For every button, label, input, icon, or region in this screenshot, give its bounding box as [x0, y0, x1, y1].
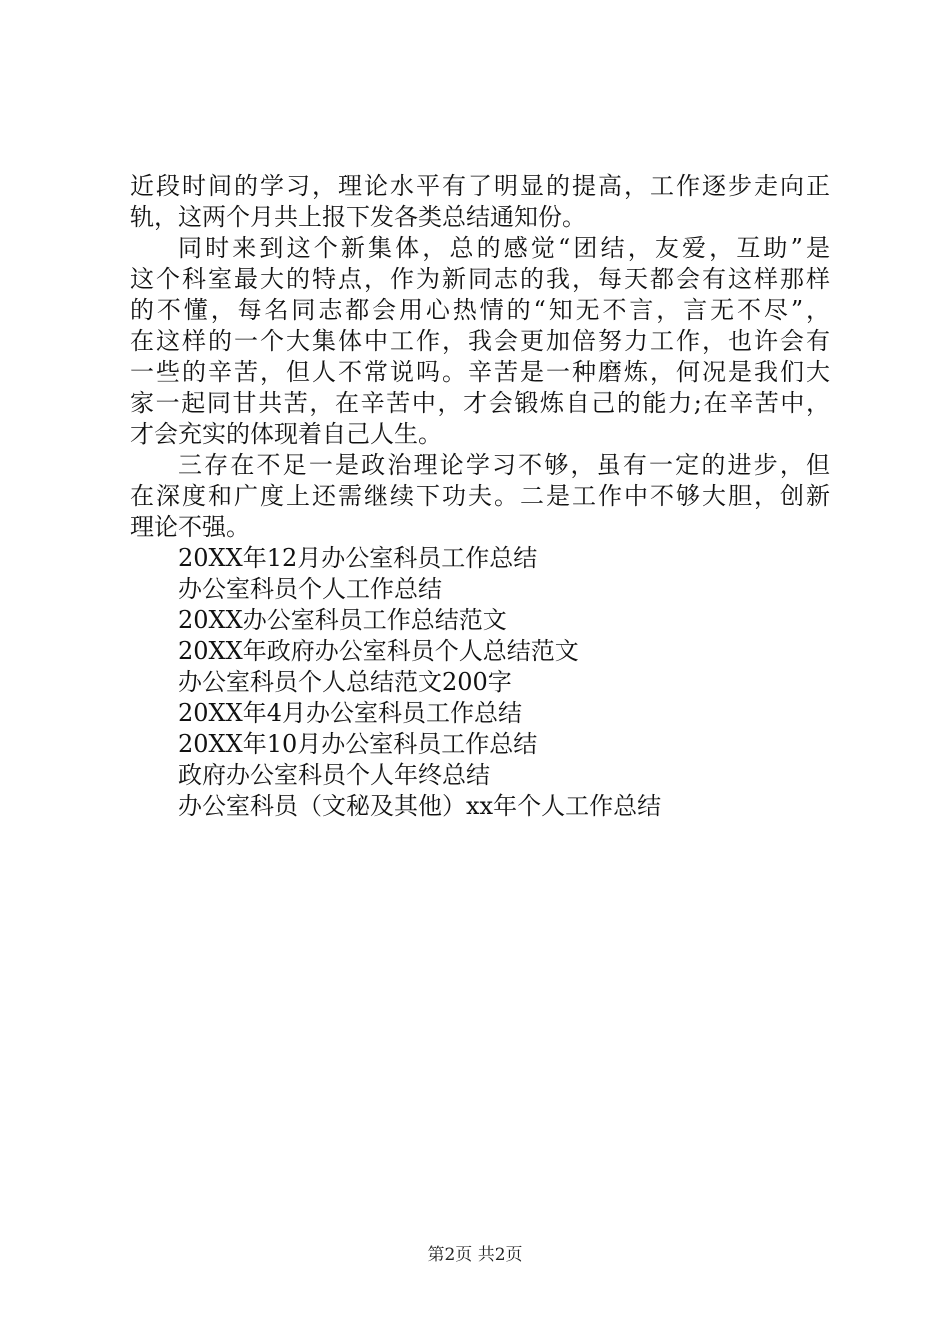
related-link[interactable]: 办公室科员个人总结范文200字 [178, 668, 512, 696]
paragraph-2-line-3: 的不懂，每名同志都会用心热情的“知无不言，言无不尽”， [130, 296, 830, 324]
paragraph-2-line-6: 家一起同甘共苦，在辛苦中，才会锻炼自己的能力;在辛苦中， [130, 389, 830, 417]
related-link[interactable]: 政府办公室科员个人年终总结 [178, 761, 490, 789]
related-link[interactable]: 办公室科员个人工作总结 [178, 575, 442, 603]
related-link[interactable]: 办公室科员（文秘及其他）xx年个人工作总结 [178, 792, 662, 820]
paragraph-3-line-1: 三存在不足一是政治理论学习不够，虽有一定的进步，但 [178, 451, 830, 479]
paragraph-2-line-1: 同时来到这个新集体，总的感觉“团结，友爱，互助”是 [178, 234, 830, 262]
related-link[interactable]: 20XX年4月办公室科员工作总结 [178, 699, 522, 727]
paragraph-3-line-3: 理论不强。 [130, 513, 250, 541]
paragraph-1-line-2: 轨，这两个月共上报下发各类总结通知份。 [130, 203, 586, 231]
related-link[interactable]: 20XX办公室科员工作总结范文 [178, 606, 507, 634]
paragraph-3-line-2: 在深度和广度上还需继续下功夫。二是工作中不够大胆，创新 [130, 482, 830, 510]
paragraph-2-line-4: 在这样的一个大集体中工作，我会更加倍努力工作，也许会有 [130, 327, 830, 355]
related-link[interactable]: 20XX年政府办公室科员个人总结范文 [178, 637, 579, 665]
paragraph-2-line-2: 这个科室最大的特点，作为新同志的我，每天都会有这样那样 [130, 265, 830, 293]
paragraph-2-line-7: 才会充实的体现着自己人生。 [130, 420, 442, 448]
related-link[interactable]: 20XX年10月办公室科员工作总结 [178, 730, 538, 758]
paragraph-1-line-1: 近段时间的学习，理论水平有了明显的提高，工作逐步走向正 [130, 172, 830, 200]
paragraph-2-line-5: 一些的辛苦，但人不常说吗。辛苦是一种磨炼，何况是我们大 [130, 358, 830, 386]
page-number-footer: 第2页 共2页 [427, 1245, 523, 1265]
related-link[interactable]: 20XX年12月办公室科员工作总结 [178, 544, 538, 572]
